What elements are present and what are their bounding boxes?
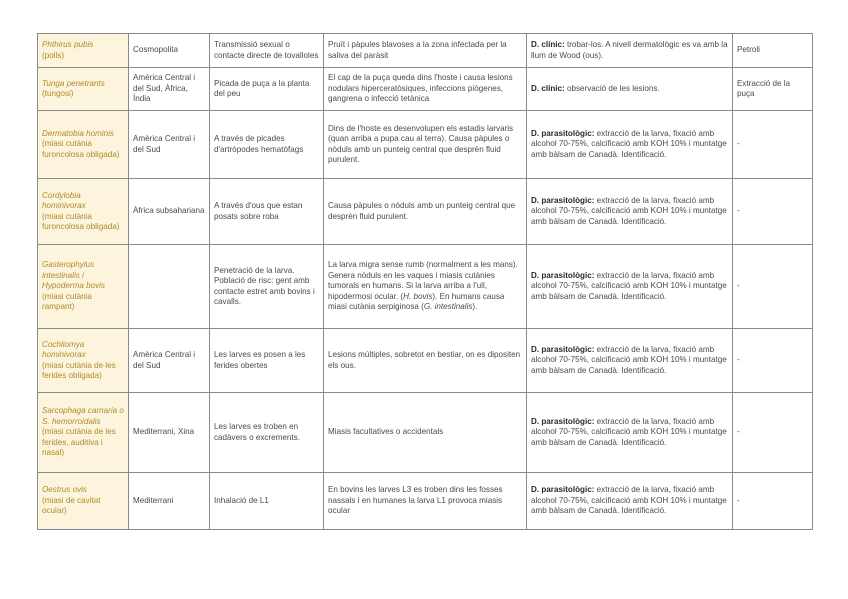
parasite-name-cell bbox=[38, 245, 129, 329]
table-row bbox=[38, 329, 813, 393]
distribution-cell: Amèrica Central i del Sud bbox=[129, 111, 210, 179]
clinical-cell: Dins de l'hoste es desenvolupen els estadis larvaris (quan arriba a pupa cau al terra). Causa pàpules o nòduls amb un punteig central que desprèn fluid purulent. bbox=[324, 111, 527, 179]
clinical-text: La larva migra sense rumb (normalment a les mans). Genera nòduls en les vaques i miasis cutànies tumorals en humans. Si la larva arriba a l'ull, hipodermosi ocular. ( bbox=[328, 260, 518, 301]
diagnosis-label: D. parasitològic: bbox=[531, 195, 595, 205]
diagnosis-text: extracció de la larva, fixació amb alcohol 70-75%, calcificació amb KOH 10% i muntatge amb bàlsam de Canadà. Identificació. bbox=[531, 485, 727, 516]
common-name: (miasi cutània de les ferides, auditiva i nasal) bbox=[42, 427, 116, 458]
species-ref: H. bovis bbox=[403, 291, 433, 301]
transmission-cell: Picada de puça a la planta del peu bbox=[210, 68, 324, 111]
clinical-cell: Lesions múltiples, sobretot en bestiar, on es dipositen els ous. bbox=[324, 329, 527, 393]
table-row bbox=[38, 68, 813, 111]
clinical-text: ). bbox=[472, 302, 478, 312]
transmission-cell: Inhalació de L1 bbox=[210, 473, 324, 530]
distribution-cell: Mediterrani bbox=[129, 473, 210, 530]
diagnosis-label: D. clínic: bbox=[531, 39, 565, 49]
transmission-cell: Les larves es posen a les ferides obertes bbox=[210, 329, 324, 393]
parasite-name-cell bbox=[38, 68, 129, 111]
diagnosis-text: trobar-los. A nivell dermatològic es va amb la llum de Wood (ous). bbox=[531, 39, 728, 60]
distribution-cell bbox=[129, 245, 210, 329]
diagnosis-label: D. parasitològic: bbox=[531, 485, 595, 495]
table-row bbox=[38, 111, 813, 179]
scientific-name: Cochliomya hominivorax bbox=[42, 339, 86, 360]
treatment-cell: - bbox=[733, 111, 813, 179]
parasite-name-cell bbox=[38, 111, 129, 179]
table-row bbox=[38, 179, 813, 245]
distribution-cell: Cosmopolita bbox=[129, 34, 210, 68]
clinical-cell: Pruït i pàpules blavoses a la zona infectada per la saliva del paràsit bbox=[324, 34, 527, 68]
common-name: (tungosi) bbox=[42, 89, 74, 98]
diagnosis-label: D. parasitològic: bbox=[531, 344, 595, 354]
diagnosis-cell bbox=[527, 179, 733, 245]
clinical-cell: El cap de la puça queda dins l'hoste i causa lesions nodulars hiperceratòsiques, infeccions piògenes, gangrena o infecció tetànica bbox=[324, 68, 527, 111]
common-name: (miasi de cavitat ocular) bbox=[42, 495, 101, 516]
diagnosis-label: D. parasitològic: bbox=[531, 270, 595, 280]
scientific-name: Tunga penetrants bbox=[42, 78, 105, 88]
diagnosis-cell bbox=[527, 473, 733, 530]
diagnosis-cell bbox=[527, 329, 733, 393]
common-name: (miasi cutània rampant) bbox=[42, 291, 92, 312]
scientific-name: Cordylobia hominivorax bbox=[42, 190, 86, 211]
scientific-name: Oestrus ovis bbox=[42, 485, 87, 495]
clinical-cell: En bovins les larves L3 es troben dins les fosses nassals i en humanes la larva L1 provoca miasis ocular bbox=[324, 473, 527, 530]
table-row bbox=[38, 245, 813, 329]
diagnosis-text: extracció de la larva, fixació amb alcohol 70-75%, calcificació amb KOH 10% i muntatge amb bàlsam de Canadà. Identificació. bbox=[531, 128, 727, 159]
common-name: (miasi cutània furoncolosa obligada) bbox=[42, 139, 120, 159]
table-row bbox=[38, 34, 813, 68]
diagnosis-text: observació de les lesions. bbox=[566, 83, 660, 93]
species-ref: G. intestinalis bbox=[423, 302, 473, 312]
diagnosis-cell bbox=[527, 393, 733, 473]
diagnosis-cell bbox=[527, 245, 733, 329]
transmission-cell: A través de picades d'artròpodes hematòfags bbox=[210, 111, 324, 179]
clinical-cell: Causa pàpules o nòduls amb un punteig central que desprèn fluid purulent. bbox=[324, 179, 527, 245]
diagnosis-cell bbox=[527, 111, 733, 179]
scientific-name: Gasterophylus intestinalis i Hypoderma bovis bbox=[42, 260, 105, 291]
diagnosis-label: D. parasitològic: bbox=[531, 128, 595, 138]
diagnosis-text: extracció de la larva, fixació amb alcohol 70-75%, calcificació amb KOH 10% i muntatge amb bàlsam de Canadà. Identificació. bbox=[531, 270, 727, 301]
common-name: (miasi cutània furoncolosa obligada) bbox=[42, 211, 120, 231]
transmission-cell: Les larves es troben en cadàvers o excrements. bbox=[210, 393, 324, 473]
parasite-table bbox=[37, 33, 813, 530]
distribution-cell: Amèrica Central i del Sud, Àfrica, Índia bbox=[129, 68, 210, 111]
diagnosis-label: D. parasitològic: bbox=[531, 416, 595, 426]
distribution-cell: Àfrica subsahariana bbox=[129, 179, 210, 245]
clinical-text: ). En humans causa miasi cutània serpiginosa ( bbox=[328, 291, 505, 312]
treatment-cell: - bbox=[733, 179, 813, 245]
diagnosis-cell bbox=[527, 68, 733, 111]
common-name: (miasi cutània de les ferides obligada) bbox=[42, 360, 116, 380]
parasite-name-cell bbox=[38, 179, 129, 245]
distribution-cell: Amèrica Central i del Sud bbox=[129, 329, 210, 393]
diagnosis-text: extracció de la larva, fixació amb alcohol 70-75%, calcificació amb KOH 10% i muntatge amb bàlsam de Canadà. Identificació. bbox=[531, 195, 727, 226]
clinical-cell: Miasis facultatives o accidentals bbox=[324, 393, 527, 473]
parasite-name-cell bbox=[38, 329, 129, 393]
parasite-name-cell bbox=[38, 34, 129, 68]
clinical-cell bbox=[324, 245, 527, 329]
scientific-name: Sarcophaga carnaria o S. hemorroidalis bbox=[42, 406, 124, 426]
treatment-cell: - bbox=[733, 245, 813, 329]
parasite-name-cell bbox=[38, 473, 129, 530]
table-row bbox=[38, 473, 813, 530]
distribution-cell: Mediterrani, Xina bbox=[129, 393, 210, 473]
transmission-cell: Transmissió sexual o contacte directe de tovalloles bbox=[210, 34, 324, 68]
transmission-cell: Penetració de la larva. Població de risc: gent amb contacte estret amb bovins i cavalls. bbox=[210, 245, 324, 329]
table-row bbox=[38, 393, 813, 473]
treatment-cell: - bbox=[733, 393, 813, 473]
diagnosis-label: D. clínic: bbox=[531, 83, 565, 93]
treatment-cell: - bbox=[733, 473, 813, 530]
treatment-cell: - bbox=[733, 329, 813, 393]
scientific-name: Dermatobia hominis bbox=[42, 128, 114, 138]
common-name: (polls) bbox=[42, 50, 65, 60]
scientific-name: Phthirus pubis bbox=[42, 40, 94, 50]
treatment-cell: Petroli bbox=[733, 34, 813, 68]
diagnosis-text: extracció de la larva, fixació amb alcohol 70-75%, calcificació amb KOH 10% i muntatge amb bàlsam de Canadà. Identificació. bbox=[531, 344, 727, 375]
transmission-cell: A través d'ous que estan posats sobre roba bbox=[210, 179, 324, 245]
parasite-name-cell bbox=[38, 393, 129, 473]
diagnosis-cell bbox=[527, 34, 733, 68]
treatment-cell: Extracció de la puça bbox=[733, 68, 813, 111]
diagnosis-text: extracció de la larva, fixació amb alcohol 70-75%, calcificació amb KOH 10% i muntatge amb bàlsam de Canadà. Identificació. bbox=[531, 416, 727, 447]
